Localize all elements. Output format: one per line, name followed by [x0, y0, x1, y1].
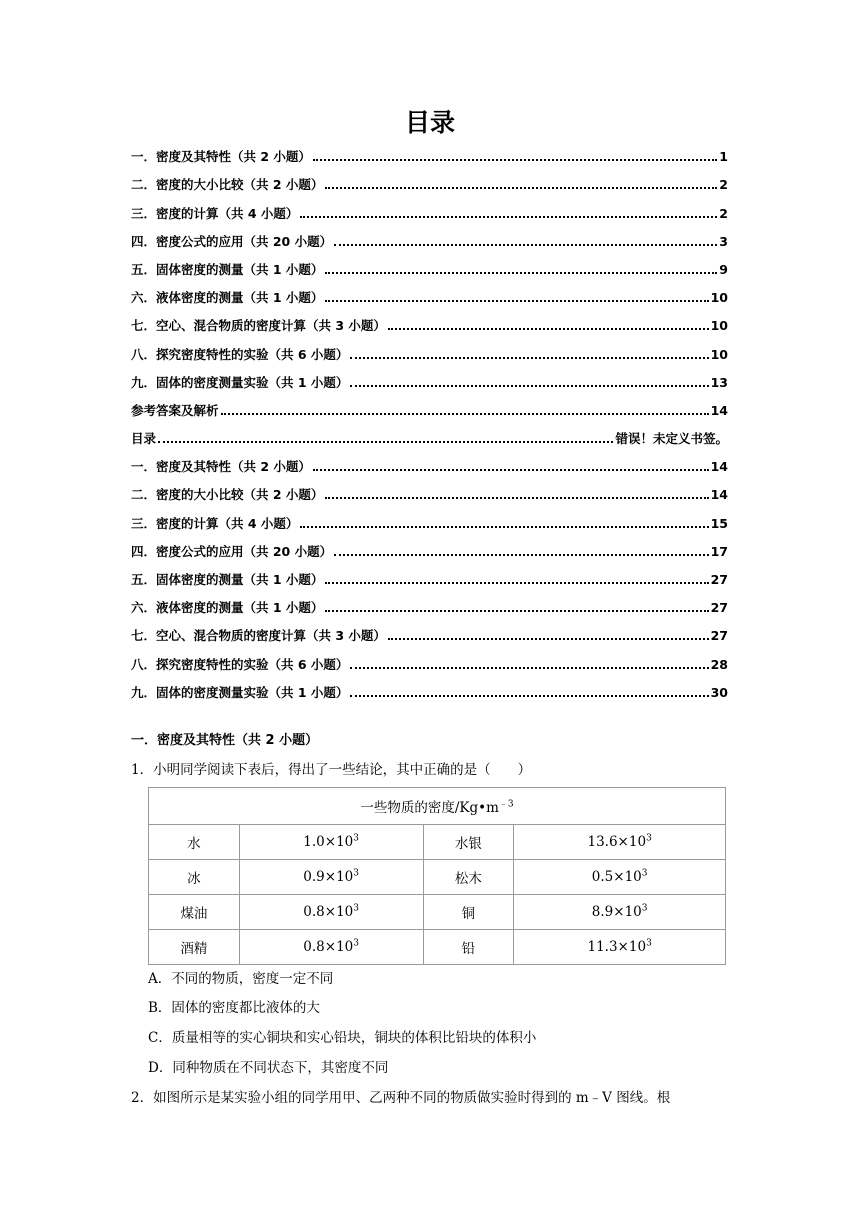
toc-entry-page: 2	[719, 205, 728, 221]
toc-entry[interactable]	[131, 193, 728, 221]
substance-name: 冰	[149, 860, 240, 895]
toc-entry-page: 1	[719, 149, 728, 165]
toc-entry-page: 27	[710, 628, 728, 644]
toc-leader-dots	[350, 385, 708, 387]
toc-entry-page: 27	[710, 600, 728, 616]
toc-leader-dots	[334, 554, 708, 556]
toc-entry-label: 三．密度的计算（共 4 小题）	[131, 205, 299, 221]
toc-entry-page: 13	[710, 374, 728, 390]
caption-exponent: ﹣3	[498, 799, 514, 810]
density-value: $0.8\times 10^3$	[239, 895, 423, 930]
question-1-stem: 1．小明同学阅读下表后，得出了一些结论，其中正确的是（ ）	[131, 762, 532, 778]
option-a: A．不同的物质，密度一定不同	[148, 971, 334, 987]
toc-leader-dots	[334, 244, 717, 246]
toc-leader-dots	[325, 497, 708, 499]
toc-entry[interactable]	[131, 306, 728, 334]
toc-entry[interactable]	[131, 391, 728, 419]
toc-entry-label: 九．固体的密度测量实验（共 1 小题）	[131, 374, 349, 390]
table-row	[149, 860, 726, 895]
toc-entry-label: 六．液体密度的测量（共 1 小题）	[131, 600, 324, 616]
toc-entry[interactable]	[131, 532, 728, 560]
toc-entry[interactable]	[131, 673, 728, 701]
density-value: $13.6\times 10^3$	[514, 825, 726, 860]
toc-entry-page: 10	[710, 346, 728, 362]
table-caption-row	[149, 788, 726, 825]
toc-entry-label: 七．空心、混合物质的密度计算（共 3 小题）	[131, 628, 386, 644]
toc-entry[interactable]	[131, 419, 728, 447]
substance-name: 酒精	[149, 930, 240, 965]
toc-entry[interactable]	[131, 222, 728, 250]
table-of-contents	[131, 137, 728, 701]
toc-entry-page: 错误！未定义书签。	[615, 431, 728, 447]
table-caption	[149, 788, 726, 825]
table-row	[149, 825, 726, 860]
density-table	[148, 787, 726, 965]
toc-entry-page: 14	[710, 487, 728, 503]
toc-entry-label: 一．密度及其特性（共 2 小题）	[131, 149, 311, 165]
toc-entry[interactable]	[131, 503, 728, 531]
toc-entry-label: 一．密度及其特性（共 2 小题）	[131, 459, 311, 475]
toc-entry[interactable]	[131, 137, 728, 165]
toc-entry-page: 9	[719, 261, 728, 277]
toc-entry-label: 八．探究密度特性的实验（共 6 小题）	[131, 346, 349, 362]
toc-entry[interactable]	[131, 363, 728, 391]
table-row	[149, 895, 726, 930]
toc-entry[interactable]	[131, 644, 728, 672]
toc-entry[interactable]	[131, 588, 728, 616]
question-2-stem: 2．如图所示是某实验小组的同学用甲、乙两种不同的物质做实验时得到的 m﹣V 图线。根	[131, 1090, 671, 1106]
substance-name: 铅	[423, 930, 514, 965]
toc-title: 目录	[404, 108, 455, 137]
toc-entry-page: 3	[719, 233, 728, 249]
toc-entry-label: 九．固体的密度测量实验（共 1 小题）	[131, 684, 349, 700]
toc-entry-label: 四．密度公式的应用（共 20 小题）	[131, 233, 333, 249]
toc-leader-dots	[300, 216, 717, 218]
density-value: $1.0\times 10^3$	[239, 825, 423, 860]
substance-name: 松木	[423, 860, 514, 895]
toc-entry-label: 七．空心、混合物质的密度计算（共 3 小题）	[131, 318, 386, 334]
toc-entry-page: 15	[710, 515, 728, 531]
toc-entry[interactable]	[131, 278, 728, 306]
toc-leader-dots	[325, 272, 717, 274]
toc-entry[interactable]	[131, 334, 728, 362]
toc-entry[interactable]	[131, 165, 728, 193]
toc-entry-page: 27	[710, 572, 728, 587]
toc-leader-dots	[325, 187, 717, 189]
toc-entry-page: 17	[710, 543, 728, 559]
toc-leader-dots	[325, 582, 708, 584]
toc-leader-dots	[350, 667, 708, 669]
toc-leader-dots	[325, 300, 708, 302]
caption-text: 一些物质的密度/Kg•m	[360, 800, 499, 816]
toc-leader-dots	[158, 441, 613, 443]
toc-entry-page: 14	[710, 459, 728, 475]
toc-leader-dots	[313, 159, 717, 161]
toc-leader-dots	[350, 357, 708, 359]
toc-entry[interactable]	[131, 616, 728, 644]
toc-entry-label: 五．固体密度的测量（共 1 小题）	[131, 572, 324, 587]
toc-entry-label: 五．固体密度的测量（共 1 小题）	[131, 261, 324, 277]
density-value: $8.9\times 10^3$	[514, 895, 726, 930]
density-value: $0.5\times 10^3$	[514, 860, 726, 895]
toc-entry-page: 28	[710, 656, 728, 672]
toc-entry-page: 10	[710, 290, 728, 306]
density-value: $0.8\times 10^3$	[239, 930, 423, 965]
toc-entry-label: 目录	[131, 431, 157, 447]
substance-name: 煤油	[149, 895, 240, 930]
substance-name: 水银	[423, 825, 514, 860]
toc-leader-dots	[388, 328, 709, 330]
substance-name: 水	[149, 825, 240, 860]
toc-leader-dots	[325, 610, 708, 612]
toc-entry-label: 二．密度的大小比较（共 2 小题）	[131, 487, 324, 503]
option-d: D．同种物质在不同状态下，其密度不同	[148, 1060, 389, 1076]
toc-entry-page: 30	[710, 684, 728, 700]
toc-entry[interactable]	[131, 560, 728, 588]
toc-entry-label: 八．探究密度特性的实验（共 6 小题）	[131, 656, 349, 672]
toc-entry[interactable]	[131, 475, 728, 503]
option-c: C．质量相等的实心铜块和实心铅块，铜块的体积比铅块的体积小	[148, 1030, 537, 1046]
toc-entry-label: 二．密度的大小比较（共 2 小题）	[131, 177, 324, 193]
toc-entry-label: 三．密度的计算（共 4 小题）	[131, 515, 299, 531]
toc-entry-label: 四．密度公式的应用（共 20 小题）	[131, 543, 333, 559]
toc-entry-page: 10	[710, 318, 728, 334]
substance-name: 铜	[423, 895, 514, 930]
toc-entry-label: 参考答案及解析	[131, 402, 219, 418]
toc-leader-dots	[300, 526, 708, 528]
toc-entry-label: 六．液体密度的测量（共 1 小题）	[131, 290, 324, 306]
table-row	[149, 930, 726, 965]
toc-entry[interactable]	[131, 447, 728, 475]
density-value: $11.3\times 10^3$	[514, 930, 726, 965]
toc-leader-dots	[388, 638, 709, 640]
toc-entry[interactable]	[131, 250, 728, 278]
option-b: B．固体的密度都比液体的大	[148, 1000, 320, 1016]
toc-entry-page: 14	[710, 402, 728, 418]
section-heading: 一．密度及其特性（共 2 小题）	[131, 733, 319, 748]
toc-entry-page: 2	[719, 177, 728, 193]
toc-leader-dots	[221, 413, 709, 415]
toc-leader-dots	[350, 695, 708, 697]
toc-leader-dots	[313, 469, 709, 471]
density-value: $0.9\times 10^3$	[239, 860, 423, 895]
